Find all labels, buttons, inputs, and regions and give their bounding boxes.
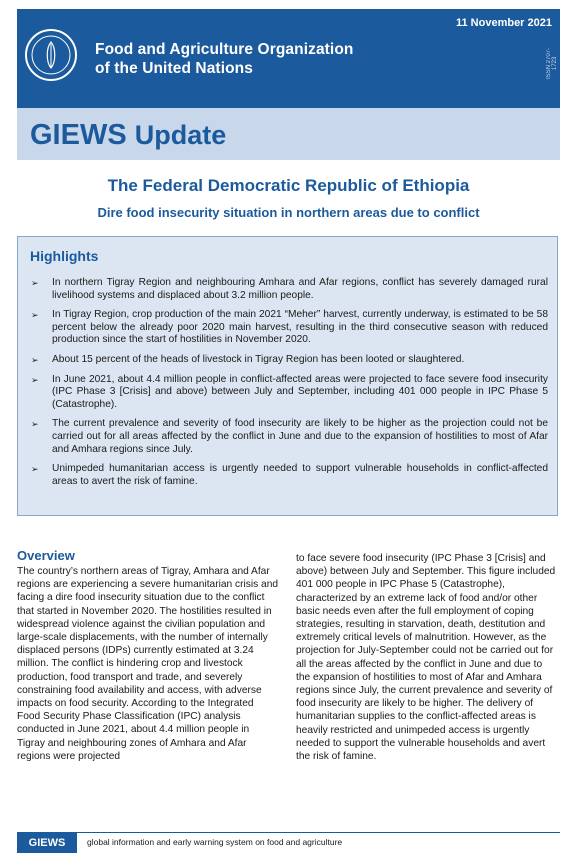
highlights-box xyxy=(17,236,558,516)
report-subtitle: Dire food insecurity situation in northern areas due to conflict xyxy=(97,205,480,220)
highlight-item xyxy=(30,463,548,488)
issn-number: ISSN 2707-1723 xyxy=(546,47,558,79)
highlights-list xyxy=(30,277,548,495)
org-line-1: Food and Agriculture Organization xyxy=(95,41,354,58)
highlight-item xyxy=(30,354,548,367)
arrow-bullet-icon: ➢ xyxy=(31,278,39,288)
overview-heading: Overview xyxy=(17,548,75,563)
highlight-text: The current prevalence and severity of food insecurity are likely to be higher as the projection could not be carried out for all areas affected by the conflict in June and due to the expansion of hostilities to most of Afar and Amhara regions since July. xyxy=(52,418,548,455)
highlight-text: In Tigray Region, crop production of the main 2021 “Meher” harvest, currently underway, is estimated to be 58 percent below the already poor 2020 main harvest, resulting in the third consecutive season with reduced production since the start of hostilities in November 2020. xyxy=(52,309,548,346)
arrow-bullet-icon: ➢ xyxy=(31,354,39,365)
report-title: The Federal Democratic Republic of Ethiopia xyxy=(107,176,470,195)
overview-paragraph-1: The country’s northern areas of Tigray, Amhara and Afar regions are experiencing a severe humanitarian crisis and facing a dire food insecurity situation due to the conflict that started in November 2020. The hostilities resulted in widespread violence against the civilian population and large-scale displacements, with the number of internally displaced persons (IDPs) currently estimated at 3.24 million. The conflict is hindering crop and livestock production, food transport and trade, and severely constraining food availability and access, with adverse impacts on food security. According to the Integrated Food Security Phase Classification (IPC) analysis conducted in June 2021, about 4.4 million people in Tigray and neighbouring zones of Amhara and Afar regions were projected xyxy=(17,566,279,762)
arrow-bullet-icon: ➢ xyxy=(31,374,39,385)
organization-name xyxy=(95,40,353,78)
fao-logo-icon xyxy=(24,28,78,82)
banner-title xyxy=(30,119,226,152)
header-band xyxy=(17,9,560,108)
overview-paragraph-2: to face severe food insecurity (IPC Phase 3 [Crisis] and above) between July and September. This figure included 401 000 people in IPC Phase 5 (Catastrophe), characterized by an extreme lack of food and/or other basic needs even after the full employment of coping strategies, resulting in starvation, death, destitution and extremely critical levels of malnutrition. However, as the projection for July-September could not be carried out for all the areas affected by the conflict in June and due to the expansion of hostilities to most of Afar and Amhara regions since July, the current prevalence and severity of food insecurity are likely to be higher. The delivery of humanitarian supplies to the conflict-affected areas is heavily restricted and unimpeded access is urgently needed to support the vulnerable households and avert the risk of famine. xyxy=(296,553,556,763)
highlight-item xyxy=(30,374,548,412)
overview-column-1 xyxy=(17,565,279,763)
highlight-text: About 15 percent of the heads of livestock in Tigray Region has been looted or slaughtered. xyxy=(52,353,465,365)
footer-giews-tag: GIEWS xyxy=(17,833,77,853)
giews-update-banner xyxy=(17,108,560,160)
highlight-item xyxy=(30,309,548,347)
banner-giews: GIEWS xyxy=(30,119,127,151)
banner-update: Update xyxy=(134,120,227,150)
highlights-heading: Highlights xyxy=(30,248,99,264)
arrow-bullet-icon: ➢ xyxy=(31,310,39,321)
arrow-bullet-icon: ➢ xyxy=(31,464,39,475)
highlight-text: Unimpeded humanitarian access is urgently needed to support vulnerable households in conflict-affected areas to avert the risk of famine. xyxy=(52,463,548,487)
footer-bar xyxy=(17,832,560,853)
highlight-text: In June 2021, about 4.4 million people in conflict-affected areas were projected to face severe food insecurity (IPC Phase 3 [Crisis] and above) between July and September, including 401 000 people in IPC Phase 5 (Catastrophe). xyxy=(52,373,548,410)
issue-date: 11 November 2021 xyxy=(455,17,552,29)
org-line-2: of the United Nations xyxy=(95,60,253,77)
highlight-text: In northern Tigray Region and neighbouring Amhara and Afar regions, conflict has severely damaged rural livelihood systems and displaced about 3.2 million people. xyxy=(52,277,548,301)
highlight-item xyxy=(30,418,548,456)
highlight-item xyxy=(30,277,548,302)
footer-tagline: global information and early warning system on food and agriculture xyxy=(87,837,343,847)
overview-column-2 xyxy=(296,552,558,763)
arrow-bullet-icon: ➢ xyxy=(31,419,39,430)
